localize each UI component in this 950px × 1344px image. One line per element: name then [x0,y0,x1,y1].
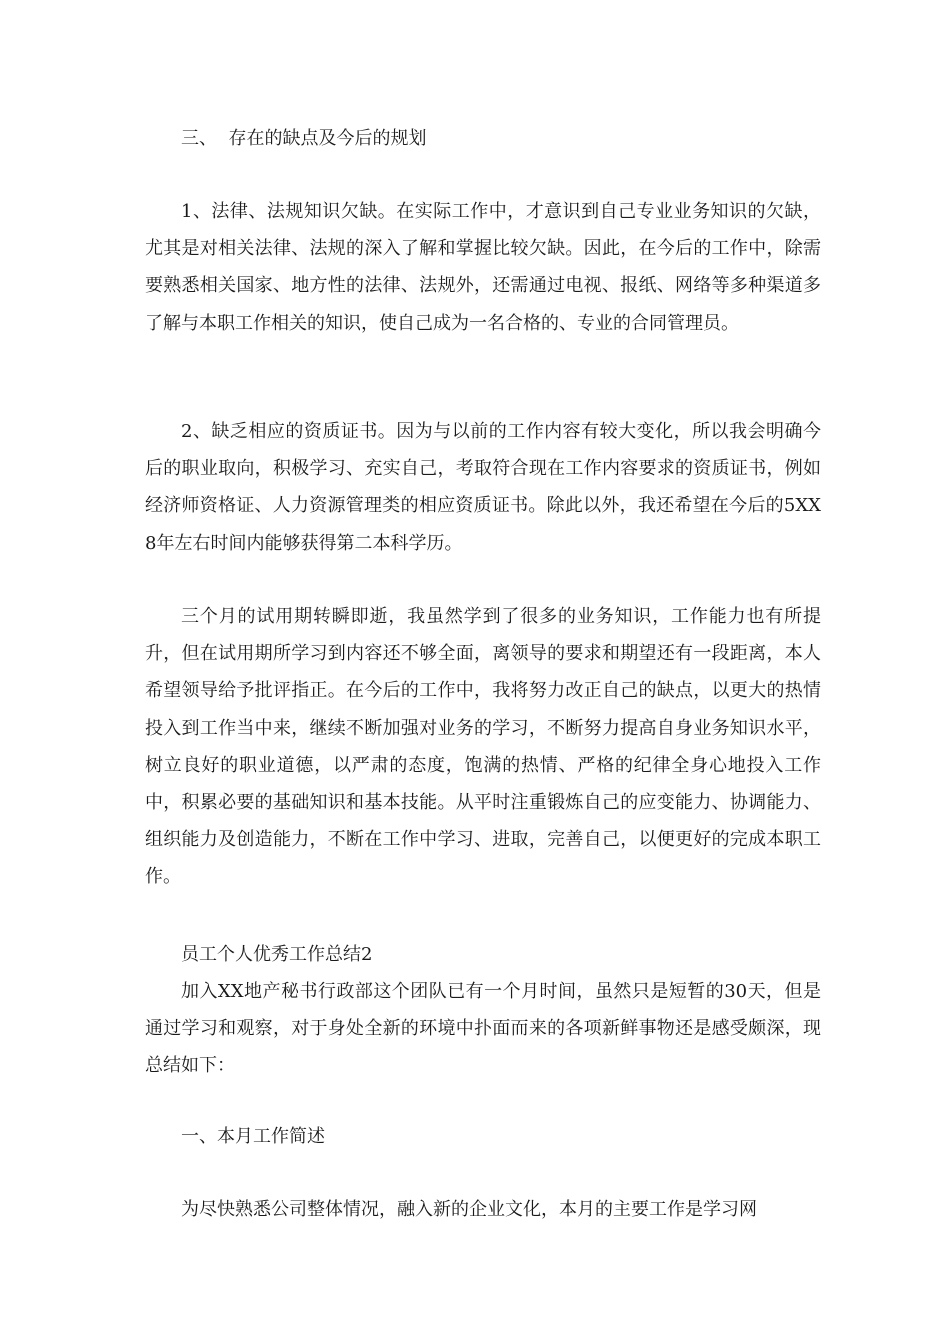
paragraph-probation-summary: 三个月的试用期转瞬即逝，我虽然学到了很多的业务知识，工作能力也有所提升，但在试用期所学习到内容还不够全面，离领导的要求和期望还有一段距离，本人希望领导给予批评指正。在今后的工作中，我将努力改正自己的缺点，以更大的热情投入到工作当中来，继续不断加强对业务的学习，不断努力提高自身业务知识水平，树立良好的职业道德，以严肃的态度，饱满的热情、严格的纪律全身心地投入工作中，积累必要的基础知识和基本技能。从平时注重锻炼自己的应变能力、协调能力、组织能力及创造能力，不断在工作中学习、进取，完善自己，以便更好的完成本职工作。 [145,606,821,888]
document-title-summary-2: 员工个人优秀工作总结2 [181,944,373,965]
paragraph-monthly-work: 为尽快熟悉公司整体情况，融入新的企业文化，本月的主要工作是学习网 [181,1199,757,1220]
paragraph-qualification-certificates: 2、缺乏相应的资质证书。因为与以前的工作内容有较大变化，所以我会明确今后的职业取向，积极学习、充实自己，考取符合现在工作内容要求的资质证书，例如经济师资格证、人力资源管理类的相应资质证书。除此以外，我还希望在今后的5XX8年左右时间内能够获得第二本科学历。 [145,421,821,554]
section-heading-shortcomings-and-plans: 三、 存在的缺点及今后的规划 [181,128,427,149]
paragraph-joining-team: 加入XX地产秘书行政部这个团队已有一个月时间，虽然只是短暂的30天，但是通过学习和观察，对于身处全新的环境中扑面而来的各项新鲜事物还是感受颇深，现总结如下： [145,981,821,1077]
paragraph-legal-knowledge: 1、法律、法规知识欠缺。在实际工作中，才意识到自己专业业务知识的欠缺，尤其是对相关法律、法规的深入了解和掌握比较欠缺。因此，在今后的工作中，除需要熟悉相关国家、地方性的法律、法规外，还需通过电视、报纸、网络等多种渠道多了解与本职工作相关的知识，使自己成为一名合格的、专业的合同管理员。 [145,201,821,334]
section-heading-monthly-work: 一、本月工作简述 [181,1126,325,1147]
